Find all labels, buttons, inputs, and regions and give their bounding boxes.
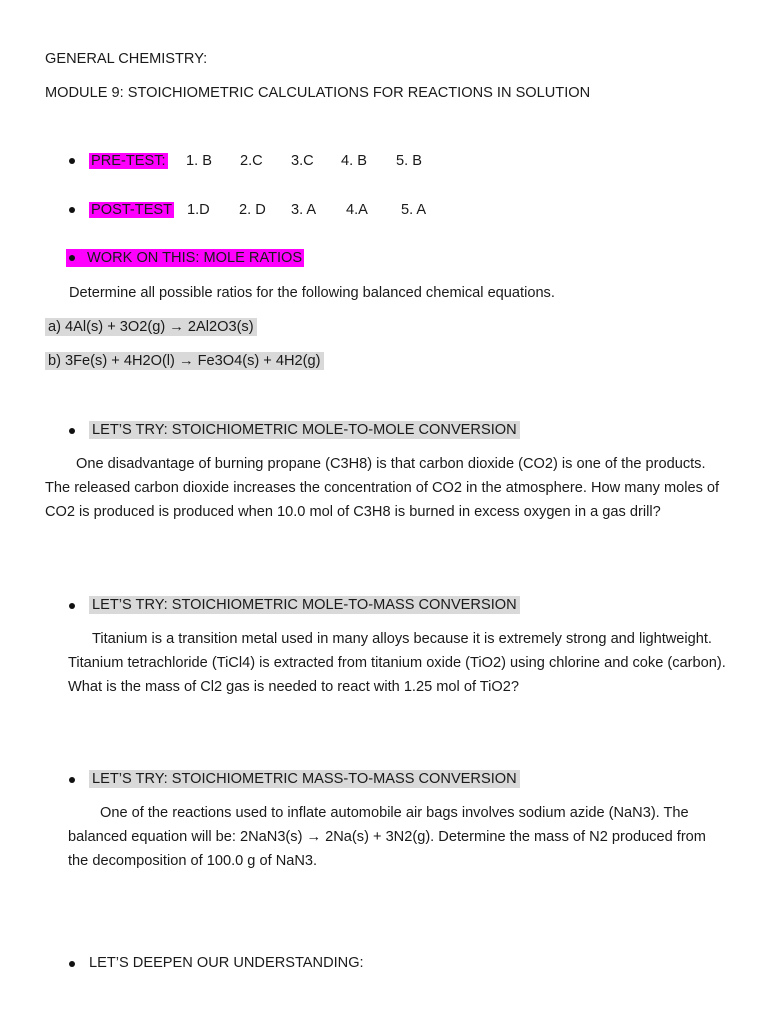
posttest-label: [89, 201, 174, 219]
mass-to-mass-heading-text: LET’S TRY: STOICHIOMETRIC MASS-TO-MASS CONVERSION: [89, 770, 520, 788]
work-on-this-heading-text: [66, 249, 304, 267]
posttest-answer-2: 2. D: [239, 202, 266, 218]
bullet-icon: [69, 777, 75, 783]
bullet-icon: [69, 428, 75, 434]
mole-to-mole-heading-text: LET’S TRY: STOICHIOMETRIC MOLE-TO-MOLE CONVERSION: [89, 421, 520, 439]
mole-ratio-instruction: Determine all possible ratios for the following balanced chemical equations.: [69, 285, 555, 301]
equation-a-text: a) 4Al(s) + 3O2(g) → 2Al2O3(s): [45, 318, 257, 336]
work-on-this-label: WORK ON THIS: MOLE RATIOS: [87, 250, 303, 266]
module-title: MODULE 9: STOICHIOMETRIC CALCULATIONS FOR REACTIONS IN SOLUTION: [45, 85, 591, 101]
posttest-answer-5: 5. A: [401, 202, 427, 218]
mole-to-mass-heading: [89, 596, 520, 614]
bullet-icon: [69, 158, 75, 164]
pretest-answer-3: 3.C: [291, 153, 314, 169]
bullet-icon: [69, 603, 75, 609]
bullet-icon: [69, 961, 75, 967]
posttest-answer-1: 1.D: [187, 202, 210, 218]
mole-to-mole-problem: One disadvantage of burning propane (C3H8) is that carbon dioxide (CO2) is one of the products. The released carbon dioxide increases the concentration of CO2 in the atmosphere. How many moles of CO2 is produced is produced when 10.0 mol of C3H8 is burned in excess oxygen in a gas drill?: [45, 456, 720, 520]
mass-to-mass-problem: One of the reactions used to inflate automobile air bags involves sodium azide (NaN3). The balanced equation will be: 2NaN3(s) → 2Na(s) + 3N2(g). Determine the mass of N2 produced from the decomposition of 100.0 g of NaN3.: [68, 805, 706, 869]
equation-b-text: b) 3Fe(s) + 4H2O(l) → Fe3O4(s) + 4H2(g): [45, 352, 324, 370]
mole-to-mass-problem: Titanium is a transition metal used in many alloys because it is extremely strong and lightweight. Titanium tetrachloride (TiCl4) is extracted from titanium oxide (TiO2) using chlorine and coke (carbon). What is the mass of Cl2 gas is needed to react with 1.25 mol of TiO2?: [68, 631, 726, 695]
mole-to-mass-heading-text: LET’S TRY: STOICHIOMETRIC MOLE-TO-MASS CONVERSION: [89, 596, 520, 614]
posttest-answer-4: 4.A: [346, 202, 368, 218]
bullet-icon: [69, 255, 75, 261]
posttest-answer-3: 3. A: [291, 202, 317, 218]
mole-to-mole-heading: [89, 421, 520, 439]
equation-a: [45, 318, 257, 336]
posttest-label-text: POST-TEST: [91, 202, 173, 218]
bullet-icon: [69, 207, 75, 213]
course-title: GENERAL CHEMISTRY:: [45, 51, 208, 67]
pretest-answer-4: 4. B: [341, 153, 367, 169]
pretest-label-text: PRE-TEST:: [91, 153, 166, 169]
pretest-answer-2: 2.C: [240, 153, 263, 169]
pretest-answer-1: 1. B: [186, 153, 212, 169]
mass-to-mass-heading: [89, 770, 520, 788]
pretest-label: [89, 152, 168, 170]
pretest-answer-5: 5. B: [396, 153, 422, 169]
equation-b: [45, 352, 324, 370]
work-on-this-heading: [66, 249, 304, 267]
deepen-heading: LET’S DEEPEN OUR UNDERSTANDING:: [89, 955, 364, 971]
